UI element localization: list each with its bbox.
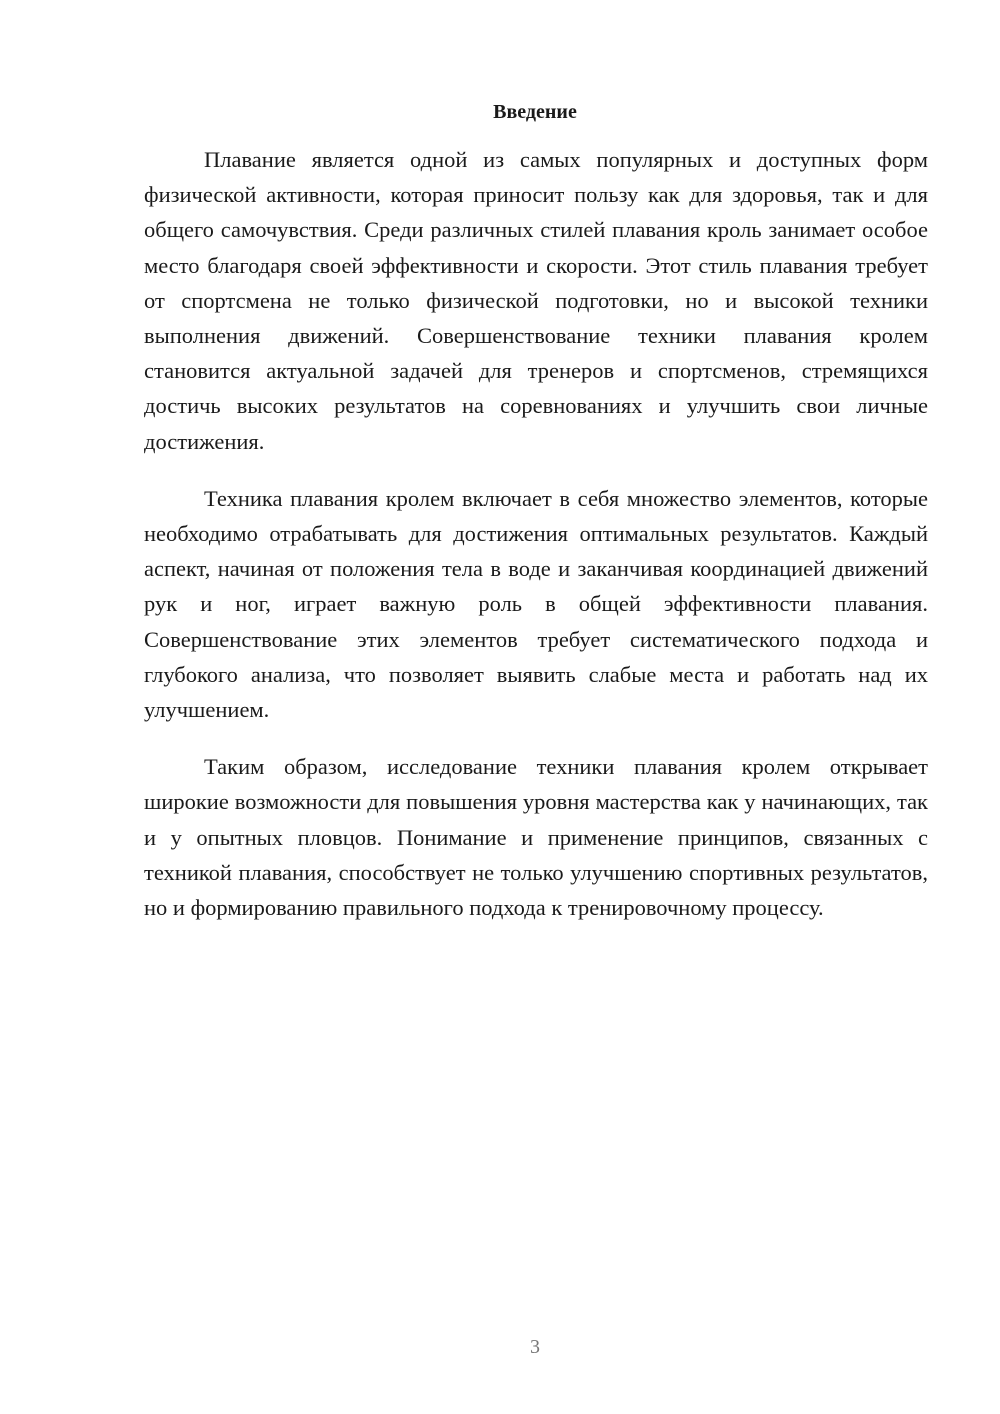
document-body: [144, 142, 928, 947]
paragraph-3: Таким образом, исследование техники плавания кролем открывает широкие возможности для повышения уровня мастерства как у начинающих, так и у опытных пловцов. Понимание и применение принципов, связанных с техникой плавания, способствует не только улучшению спортивных результатов, но и формированию правильного подхода к тренировочному процессу.: [144, 754, 928, 921]
page-number: 3: [530, 1336, 540, 1358]
paragraph-1: Плавание является одной из самых популярных и доступных форм физической активности, которая приносит пользу как для здоровья, так и для общего самочувствия. Среди различных стилей плавания кроль занимает особое место благодаря своей эффективности и скорости. Этот стиль плавания требует от спортсмена не только физической подготовки, но и высокой техники выполнения движений. Совершенствование техники плавания кролем становится актуальной задачей для тренеров и спортсменов, стремящихся достичь высоких результатов на соревнованиях и улучшить свои личные достижения.: [144, 147, 928, 454]
paragraph-2: Техника плавания кролем включает в себя множество элементов, которые необходимо отрабатывать для достижения оптимальных результатов. Каждый аспект, начиная от положения тела в воде и заканчивая координацией движений рук и ног, играет важную роль в общей эффективности плавания. Совершенствование этих элементов требует систематического подхода и глубокого анализа, что позволяет выявить слабые места и работать над их улучшением.: [144, 485, 928, 723]
page-title: Введение: [493, 101, 577, 123]
